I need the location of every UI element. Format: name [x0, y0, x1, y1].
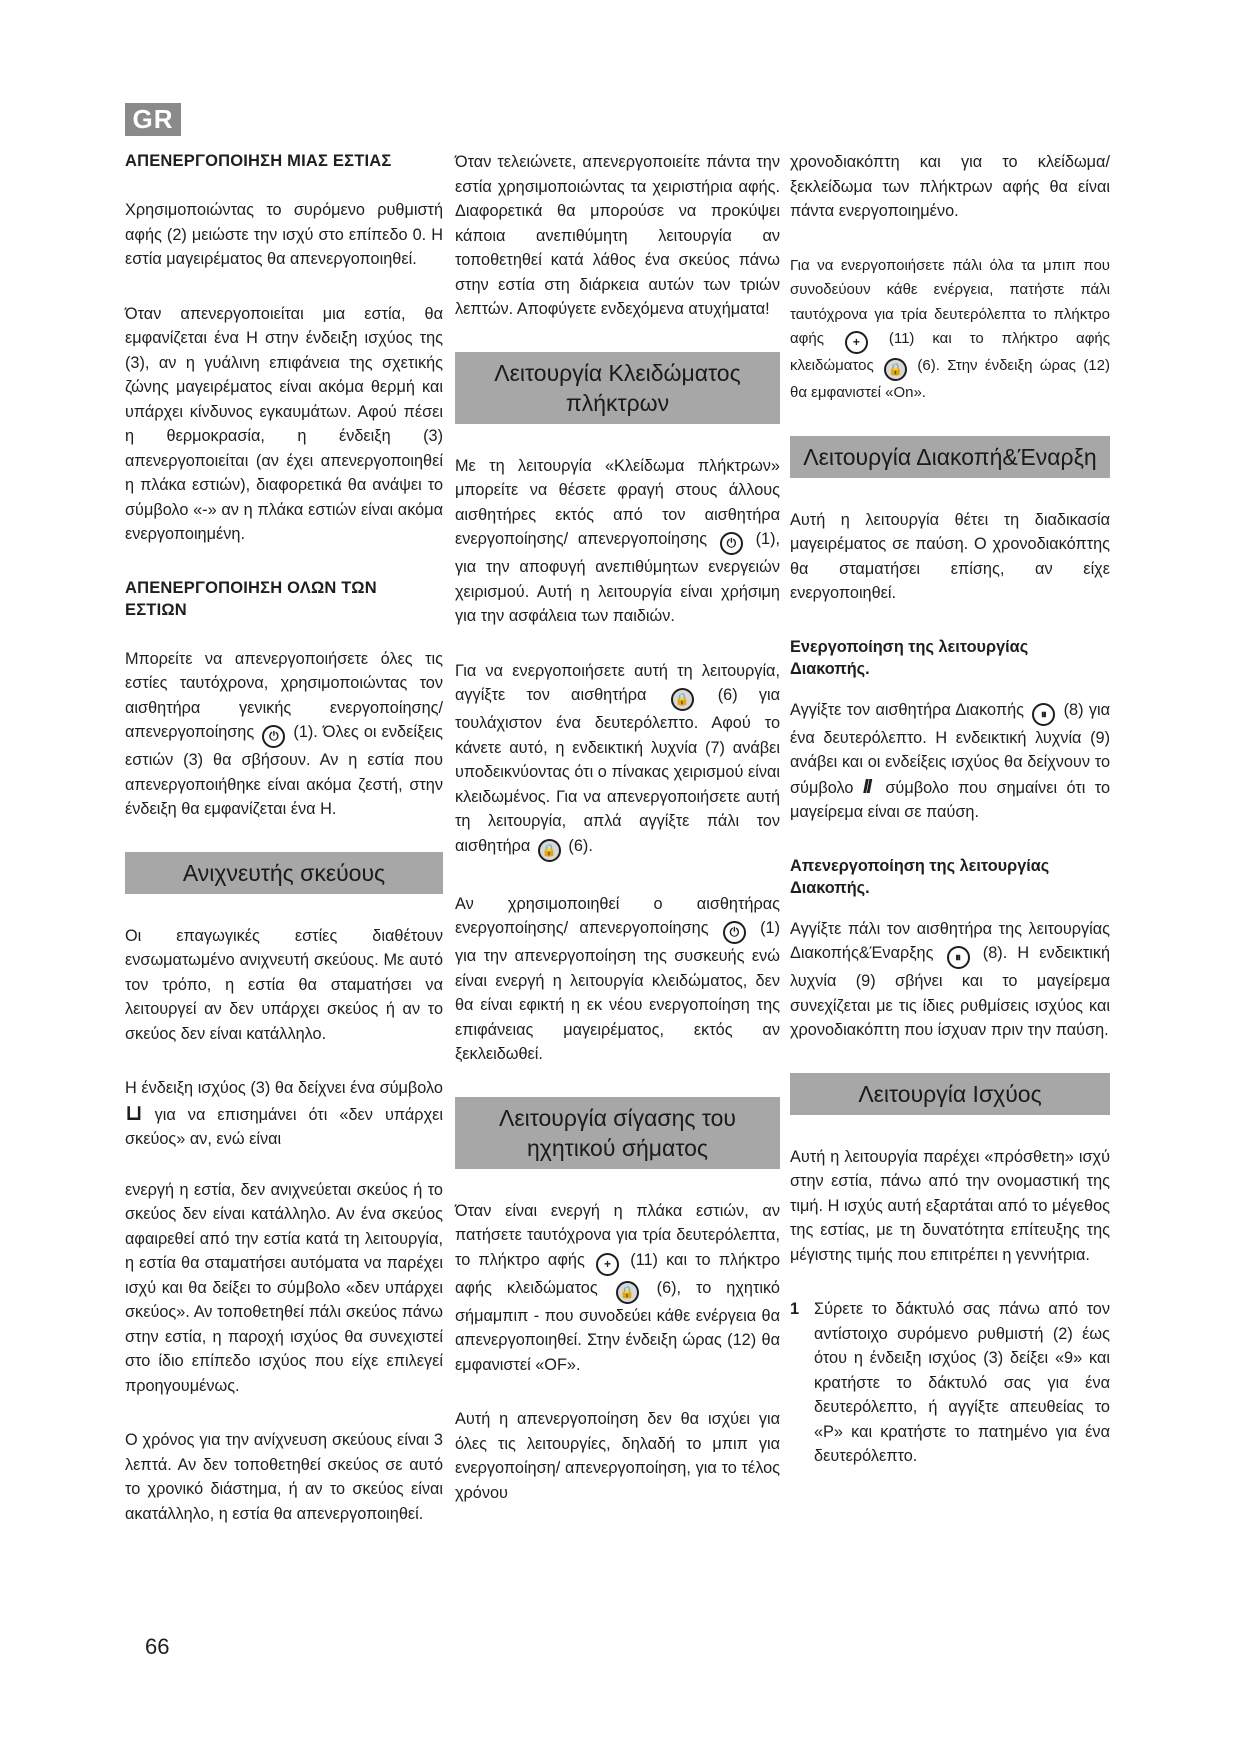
lock-icon: 🔒 — [884, 358, 907, 381]
paragraph: Όταν απενεργοποιείται μια εστία, θα εμφανίζεται ένα Η στην ένδειξη ισχύος της (3), αν η γυάλινη επιφάνεια της σχετικής ζώνης μαγειρέματος είναι ακόμα θερμή και υπάρχει κίνδυνος εγκαυμάτων. Αφού πέσει η θερμοκρασία, η ένδειξη (3) απενεργοποιείται (αν έχει απενεργοποιηθεί η πλάκα εστιών), διαφορετικά θα ανάψει το σύμβολο «-» αν η πλάκα εστιών είναι ακόμα ενεργοποιημένη. — [125, 304, 443, 543]
pause-icon: ⏸ — [1032, 703, 1055, 726]
heading-pause-off: Απενεργοποίηση της λειτουργίας Διακοπής. — [790, 856, 1050, 897]
paragraph: Για να ενεργοποιήσετε πάλι όλα τα μπιπ που συνοδεύουν κάθε ενέργεια, πατήστε πάλι ταυτόχρονα για τρία δευτερόλεπτα το πλήκτρο αφής + (11) και το πλήκτρο αφής κλειδώματος 🔒 (6). Στην ένδειξη ώρας (12) θα εμφανιστεί «On». — [790, 256, 1110, 401]
paragraph: Αγγίξτε τον αισθητήρα Διακοπής ⏸ (8) για ένα δευτερόλεπτο. Η ενδεικτική λυχνία (9) ανάβει και οι ενδείξεις ισχύος θα δείχνουν το σύμβολο II σύμβολο που σημαίνει ότι το μαγείρεμα είναι σε παύση. — [790, 700, 1111, 821]
paragraph: Αυτή η απενεργοποίηση δεν θα ισχύει για όλες τις λειτουργίες, δηλαδή το μπιπ για ενεργοποίηση/ απενεργοποίηση, για το τέλος χρόνου — [455, 1410, 780, 1502]
paragraph: Μπορείτε να απενεργοποιήσετε όλες τις εστίες ταυτόχρονα, χρησιμοποιώντας τον αισθητήρα γενικής ενεργοποίησης/ απενεργοποίησης ⏻ (1). Όλες οι ενδείξεις εστιών (3) θα σβήσουν. Αν η εστία που απενεργοποιήθηκε είναι ακόμα ζεστή, στην ένδειξη θα εμφανίζεται ένα H. — [125, 649, 443, 818]
power-icon: ⏻ — [720, 532, 743, 555]
section-title-pan-detector: Ανιχνευτής σκεύους — [125, 852, 443, 894]
step-number: 1 — [790, 1300, 800, 1318]
lock-icon: 🔒 — [671, 688, 694, 711]
paragraph: Αγγίξτε πάλι τον αισθητήρα της λειτουργίας Διακοπής&Έναρξης ⏸ (8). Η ενδεικτική λυχνία (9) σβήνει και το μαγείρεμα συνεχίζεται με τις ίδιες ρυθμίσεις ισχύος και χρονοδιακόπτη που ίσχυαν πριν την παύση. — [790, 919, 1111, 1039]
paragraph: Αν χρησιμοποιηθεί ο αισθητήρας ενεργοποίησης/ απενεργοποίησης ⏻ (1) για την απενεργοποίηση της συσκευής ενώ είναι ενεργή η λειτουργία κλειδώματος, δεν θα είναι εφικτή η εκ νέου ενεργοποίηση της επιφάνειας μαγειρέματος, εκτός αν ξεκλειδωθεί. — [455, 894, 780, 1063]
heading-single-hob-off: ΑΠΕΝΕΡΓΟΠΟΙΗΣΗ ΜΙΑΣ ΕΣΤΙΑΣ — [125, 152, 392, 170]
step-1 — [790, 1297, 1110, 1469]
column-1 — [125, 150, 443, 1556]
column-2 — [455, 150, 780, 1535]
paragraph: χρονοδιακόπτη και για το κλείδωμα/ ξεκλείδωμα των πλήκτρων αφής θα είναι πάντα ενεργοποιημένο. — [790, 153, 1110, 220]
paragraph: ενεργή η εστία, δεν ανιχνεύεται σκεύος ή το σκεύος δεν είναι κατάλληλο. Αν ένα σκεύος αφαιρεθεί από την εστία κατά τη λειτουργία, η εστία θα σταματήσει αυτόματα να παρέχει ισχύ και θα δείξει το σύμβολο «δεν υπάρχει σκεύος». Αν τοποθετηθεί πάλι σκεύος πάνω στην εστία, η παροχή ισχύος θα συνεχιστεί στο ίδιο επίπεδο ισχύος που είχε επιλεγεί προηγουμένως. — [125, 1180, 443, 1395]
plus-icon: + — [845, 331, 868, 354]
paragraph: Ο χρόνος για την ανίχνευση σκεύους είναι 3 λεπτά. Αν δεν τοποθετηθεί σκεύος σε αυτό το χρονικό διάστημα, ή αν το σκεύος είναι ακατάλληλο, η εστία θα απενεργοποιηθεί. — [125, 1431, 443, 1523]
paragraph: Όταν είναι ενεργή η πλάκα εστιών, αν πατήσετε ταυτόχρονα για τρία δευτερόλεπτα, το πλήκτρο αφής + (11) και το πλήκτρο αφής κλειδώματος 🔒 (6), το ηχητικό σήμαμπιπ - που συνοδεύει κάθε ενέργεια θα απενεργοποιηθεί. Στην ένδειξη ώρας (12) θα εμφανιστεί «OF». — [455, 1201, 781, 1374]
paragraph: Η ένδειξη ισχύος (3) θα δείχνει ένα σύμβολο ⊔ για να επισημάνει ότι «δεν υπάρχει σκεύος» αν, ενώ είναι — [125, 1079, 443, 1148]
paragraph: Αυτή η λειτουργία παρέχει «πρόσθετη» ισχύ στην εστία, πάνω από την ονομαστική της τιμή. Η ισχύς αυτή εξαρτάται από το μέγεθος της εστίας, με τη δυνατότητα επίτευξης της μέγιστης τιμής που επιτρέπει η γεννήτρια. — [790, 1147, 1110, 1264]
section-title-key-lock: Λειτουργία Κλειδώματος πλήκτρων — [455, 352, 780, 424]
heading-pause-on: Ενεργοποίηση της λειτουργίας Διακοπής. — [790, 637, 1029, 678]
pause-icon: ⏸ — [947, 946, 970, 969]
language-badge: GR — [125, 103, 181, 136]
paragraph: Αυτή η λειτουργία θέτει τη διαδικασία μαγειρέματος σε παύση. Ο χρονοδιακόπτης θα σταματήσει επίσης, αν είχε ενεργοποιηθεί. — [790, 510, 1110, 602]
column-3 — [790, 150, 1110, 1489]
power-icon: ⏻ — [262, 725, 285, 748]
power-icon: ⏻ — [723, 921, 746, 944]
paragraph: Με τη λειτουργία «Κλείδωμα πλήκτρων» μπορείτε να θέσετε φραγή στους άλλους αισθητήρες εκτός από τον αισθητήρα ενεργοποίησης/ απενεργοποίησης ⏻ (1), για την αποφυγή ανεπιθύμητων ενεργειών χειρισμού. Αυτή η λειτουργία είναι χρήσιμη για την ασφάλεια των παιδιών. — [455, 456, 781, 625]
paragraph: Για να ενεργοποιήσετε αυτή τη λειτουργία, αγγίξτε τον αισθητήρα 🔒 (6) για τουλάχιστον ένα δευτερόλεπτο. Αφού το κάνετε αυτό, η ενδεικτική λυχνία (7) ανάβει υποδεικνύοντας ότι ο πίνακας χειρισμού είναι κλειδωμένος. Για να απενεργοποιήσετε αυτή τη λειτουργία, απλά αγγίξτε πάλι τον αισθητήρα 🔒 (6). — [455, 659, 780, 862]
paragraph: Χρησιμοποιώντας το συρόμενο ρυθμιστή αφής (2) μειώστε την ισχύ στο επίπεδο 0. Η εστία μαγειρέματος θα απενεργοποιηθεί. — [125, 201, 443, 268]
step-text: Σύρετε το δάκτυλό σας πάνω από τον αντίστοιχο συρόμενο ρυθμιστή (2) έως ότου η ένδειξη ισχύος (3) δείξει «9» και κρατήστε το δάκτυλό σας για ένα δευτερόλεπτο, ή αγγίξτε απευθείας το «P» και κρατήστε το πατημένο για ένα δευτερόλεπτο. — [814, 1300, 1110, 1465]
paragraph: Όταν τελειώνετε, απενεργοποιείτε πάντα την εστία χρησιμοποιώντας τα χειριστήρια αφής. Διαφορετικά θα μπορούσε να προκύψει κάποια ανεπιθύμητη λειτουργία αν τοποθετηθεί κατά λάθος ένα σκεύος πάνω στην εστία στη διάρκεια αυτών των τριών λεπτών. Αποφύγετε ενδεχόμενα ατυχήματα! — [455, 153, 780, 318]
lock-icon: 🔒 — [538, 839, 561, 862]
heading-all-hobs-off: ΑΠΕΝΕΡΓΟΠΟΙΗΣΗ ΟΛΩΝ ΤΩΝ ΕΣΤΙΩΝ — [125, 578, 377, 619]
section-title-mute: Λειτουργία σίγασης του ηχητικού σήματος — [455, 1097, 780, 1169]
section-title-power: Λειτουργία Ισχύος — [790, 1073, 1110, 1115]
paragraph: Οι επαγωγικές εστίες διαθέτουν ενσωματωμένο ανιχνευτή σκεύους. Με αυτό τον τρόπο, η εστία θα σταματήσει να λειτουργεί αν δεν υπάρχει σκεύος ή αν το σκεύος δεν είναι κατάλληλο. — [125, 926, 443, 1043]
lock-icon: 🔒 — [616, 1281, 639, 1304]
no-pan-symbol-icon: ⊔ — [125, 1099, 143, 1125]
page-number: 66 — [145, 1634, 170, 1659]
plus-icon: + — [596, 1253, 619, 1276]
pause-symbol-icon: II — [862, 775, 870, 798]
section-title-pause-start: Λειτουργία Διακοπή&Έναρξη — [790, 436, 1110, 478]
